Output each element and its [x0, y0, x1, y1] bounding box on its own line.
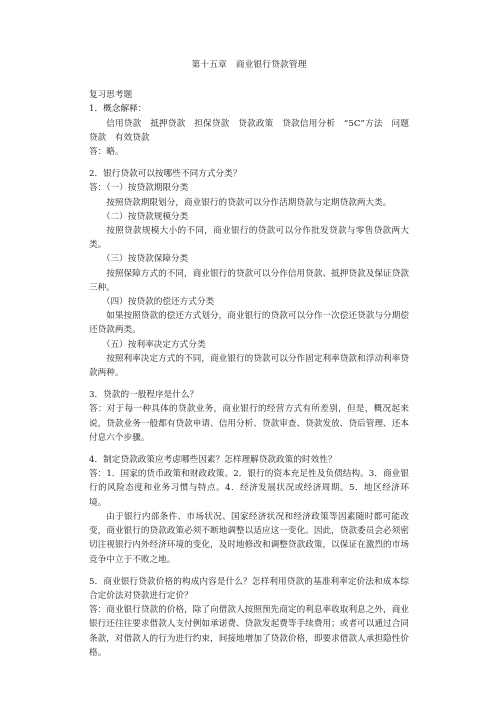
- q2-answer-2-body: 按照贷款规模大小的不同，商业银行的贷款可以分作批发贷款与零售贷款两大类。: [89, 226, 409, 251]
- document-page: [89, 58, 409, 660]
- q2-answer-2-head: （二）按贷款规模分类: [101, 211, 189, 222]
- q5-question: 5．商业银行贷款价格的构成内容是什么？怎样利用贷款的基准利率定价法和成本综合定价法对贷款进行定价？: [89, 576, 409, 601]
- spacer: [89, 159, 409, 167]
- q2-answer-4-head: （四）按贷款的偿还方式分类: [101, 297, 215, 308]
- spacer: [89, 380, 409, 388]
- q3-question: 3．贷款的一般程序是什么？: [89, 390, 199, 401]
- q2-answer-3-head: （三）按贷款保障分类: [101, 254, 189, 265]
- q5-answer: 答：商业银行贷款的价格，除了向借款人按照预先商定的利息率收取利息之外，商业银行还往往要求借款人支付例如承诺费、贷款发起费等手续费用；或者可以通过合同条款，对借款人的行为进行约束，间接地增加了贷款价格，即要求借款人承担隐性价格。: [89, 605, 409, 658]
- spacer: [89, 445, 409, 453]
- q2-answer-5-body: 按照利率决定方式的不同，商业银行的贷款可以分作固定利率贷款和浮动利率贷款两种。: [89, 353, 409, 379]
- q4-question: 4．制定贷款政策应考虑哪些因素？怎样理解贷款政策的时效性？: [89, 455, 337, 466]
- q2-answer-4-body: 如果按照贷款的偿还方式划分，商业银行的贷款可以分作一次偿还贷款与分期偿还贷款两类。: [89, 311, 409, 336]
- q1-answer: 答：略。: [89, 147, 124, 158]
- q4-answer: 答：1．国家的货币政策和财政政策。2．银行的资本充足性及负债结构。3．商业银行的风险态度和业务习惯与特点。4．经济发展状况或经济周期。5．地区经济环境。: [89, 469, 409, 508]
- review-heading: 复习思考题: [89, 90, 133, 101]
- chapter-title: 第十五章 商业银行贷款管理: [191, 60, 307, 70]
- q2-answer-1-body: 按照贷款期限划分，商业银行的贷款可以分作活期贷款与定期贷款两大类。: [106, 197, 392, 208]
- q3-answer: 答：对于每一种具体的贷款业务，商业银行的经营方式有所差别，但是，概况起来说，贷款业务一般都有贷款申请、信用分析、贷款审查、贷款发放、贷后管理、还本付息六个步骤。: [89, 404, 409, 443]
- q1-question: 1．概念解释：: [89, 104, 147, 115]
- q2-answer-3-body: 按照保障方式的不同，商业银行的贷款可以分作信用贷款、抵押贷款及保证贷款三种。: [89, 268, 409, 293]
- q2-question: 2．银行贷款可以按哪些不同方式分类？: [89, 169, 242, 180]
- q4-answer-paragraph-2: 由于银行内部条件、市场状况、国家经济状况和经济政策等因素随时都可能改变，商业银行的贷款政策必须不断地调整以适应这一变化。因此，贷款委员会必须密切注视银行内外经济环境的变化，及时地修改和调整贷款政策，以保证在激烈的市场竞争中立于不败之地。: [89, 511, 409, 565]
- spacer: [89, 567, 409, 575]
- q1-terms: 信用贷款 抵押贷款 担保贷款 贷款政策 贷款信用分析 “5C”方法 问题贷款 有效贷款: [89, 118, 409, 143]
- q2-answer-1-head: 答：（一）按贷款期限分类: [89, 183, 189, 194]
- q2-answer-5-head: （五）按利率决定方式分类: [101, 339, 206, 350]
